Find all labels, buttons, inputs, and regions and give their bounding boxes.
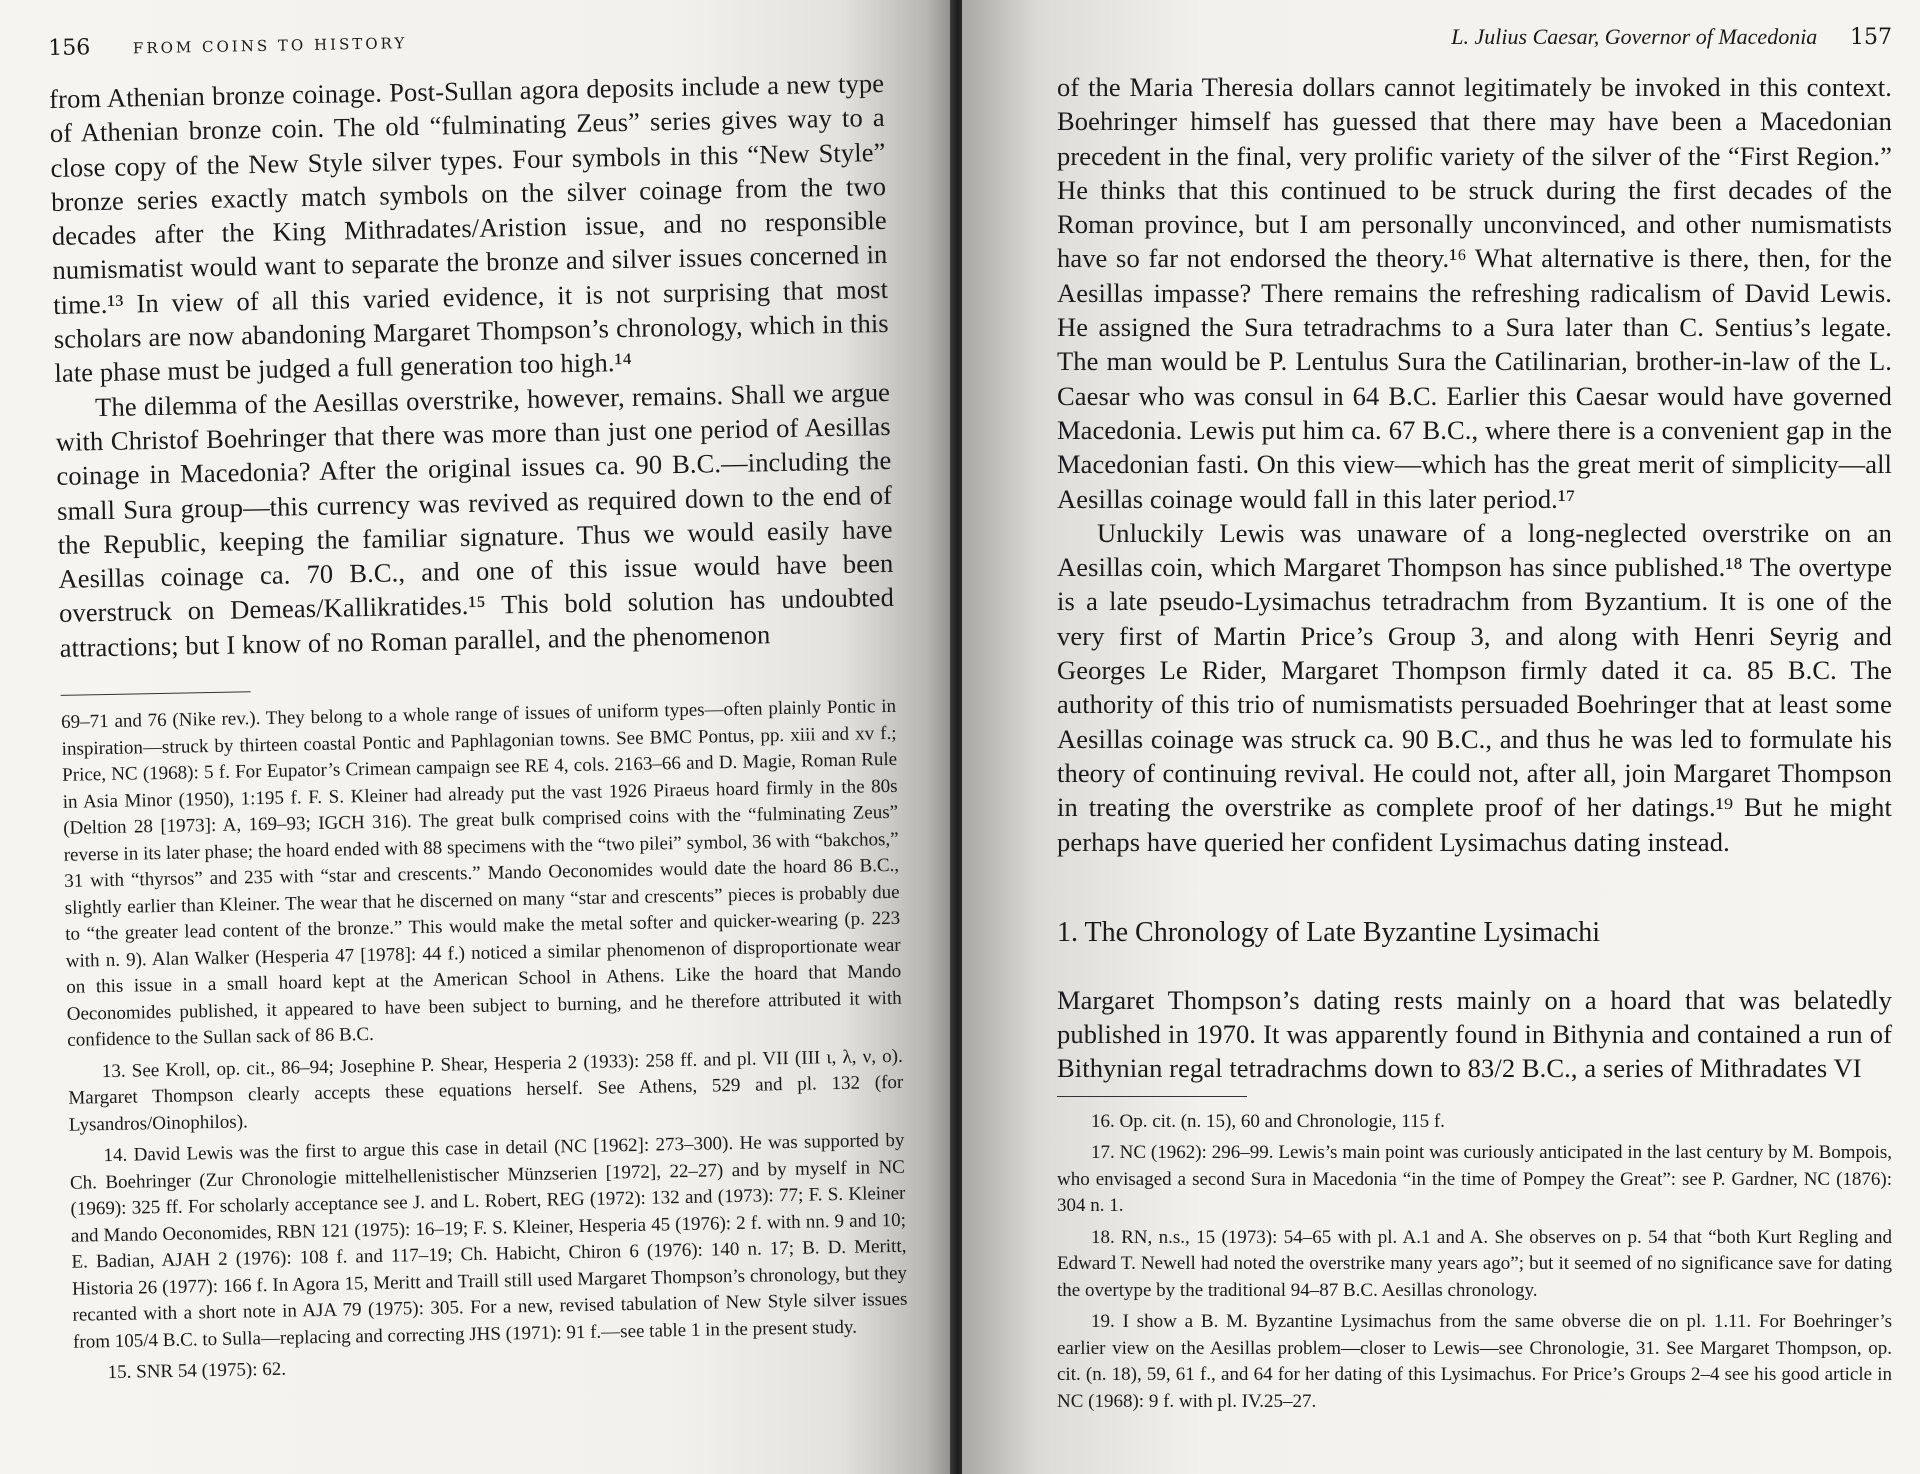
section-heading: 1. The Chronology of Late Byzantine Lysimachi (1057, 916, 1601, 948)
left-page (0, 0, 955, 1474)
left-footnote-rule (61, 691, 251, 696)
right-footnote-rule (1057, 1096, 1247, 1097)
left-page-number: 156 (48, 35, 91, 61)
left-running-head (48, 20, 883, 70)
footnote-19: 19. I show a B. M. Byzantine Lysimachus from the same obverse die on pl. 1.11. For Boehringer’s earlier view on the Aesillas problem—closer to Lewis—see Chronologie, 31. See Margaret Thompson, op. cit. (n. 18), 59, 61 f., and 64 for her dating of this Lysimachus. For Price’s Groups 2–4 see his good article in NC (1968): 9 f. with pl. IV.25–27. (1057, 1311, 1892, 1412)
footnote-13: 13. See Kroll, op. cit., 86–94; Josephine P. Shear, Hesperia 2 (1933): 258 ff. and pl. VII (III ι, λ, ν, ο). Margaret Thompson clearly accepts these equations herself. See Athens, 529 and pl. 132 (for Lysandros/Oinophilos). (68, 1045, 904, 1136)
footnote-15: 15. SNR 54 (1975): 62. (107, 1358, 287, 1384)
right-paragraph-2: Unluckily Lewis was unaware of a long-neglected overstrike on an Aesillas coin, which Margaret Thompson has since published.¹⁸ The overtype is a late pseudo-Lysimachus tetradrachm from Byzantium. It is one of the very first of Martin Price’s Group 3, and along with Henri Seyrig and Georges Le Rider, Margaret Thompson firmly dated it ca. 85 B.C. The authority of this trio of numismatists persuaded Boehringer that at least some Aesillas coinage was struck ca. 90 B.C., and thus he was led to formulate his theory of continuing revival. He could not, after all, join Margaret Thompson in treating the overstrike as complete proof of her datings.¹⁹ But he might perhaps have queried her confident Lysimachus dating instead. (1057, 517, 1892, 857)
right-running-head (1057, 24, 1892, 58)
left-footnotes (61, 694, 909, 1387)
footnote-17: 17. NC (1962): 296–99. Lewis’s main point was curiously anticipated in the last century by M. Bompois, who envisaged a second Sura in Macedonia “in the time of Pompey the Great”: see P. Gardner, NC (1876): 304 n. 1. (1057, 1142, 1892, 1217)
left-paragraph-1: from Athenian bronze coinage. Post-Sullan agora deposits include a new type of Athenian bronze coin. The old “fulminating Zeus” series gives way to a close copy of the New Style silver types. Four symbols in this “New Style” bronze series exactly match symbols on the silver coinage from the two decades after the King Mithradates/Aristion issue, and no responsible numismatist would want to separate the bronze and silver issues concerned in time.¹³ In view of all this varied evidence, it is not surprising that most scholars are now abandoning Margaret Thompson’s chronology, which in this late phase must be judged a full generation too high.¹⁴ (48, 67, 889, 389)
right-paragraph-1: of the Maria Theresia dollars cannot legitimately be invoked in this context. Boehringer himself has guessed that there may have been a Macedonian precedent in the final, very prolific variety of the silver of the “First Region.” He thinks that this continued to be struck during the first decades of the Roman province, but I am personally unconvinced, and other numismatists have so far not endorsed the theory.¹⁶ What alternative is there, then, for the Aesillas impasse? There remains the refreshing radicalism of David Lewis. He assigned the Sura tetradrachms to a Sura later than C. Sentius’s legate. The man would be P. Lentulus Sura the Catilinarian, brother-in-law of the L. Caesar who was consul in 64 B.C. Earlier this Caesar would have governed Macedonia. Lewis put him ca. 67 B.C., where there is a convenient gap in the Macedonian fasti. On this view—which has the great merit of simplicity—all Aesillas coinage would fall in this later period.¹⁷ (1057, 72, 1892, 514)
right-page (962, 0, 1920, 1474)
footnote-16: 16. Op. cit. (n. 15), 60 and Chronologie, 115 f. (1091, 1110, 1445, 1132)
footnote-14: 14. David Lewis was the first to argue this case in detail (NC [1962]: 273–300). He was supported by Ch. Boehringer (Zur Chronologie mittelhellenistischer Münzserien [1972], 22–27) and by myself in NC (1969): 325 ff. For scholarly acceptance see J. and L. Robert, REG (1972): 132 and (1973): 77; F. S. Kleiner and Mando Oeconomides, RBN 121 (1975): 16–19; F. S. Kleiner, Hesperia 45 (1976): 2 f. with nn. 9 and 10; E. Badian, AJAH 2 (1976): 108 f. and 117–19; Ch. Habicht, Chiron 6 (1976): 140 n. 17; B. D. Meritt, Historia 26 (1977): 166 f. In Agora 15, Meritt and Traill still used Margaret Thompson’s chronology, but they recanted with a short note in AJA 79 (1975): 305. For a new, revised tabulation of New Style silver issues from 105/4 B.C. to Sulla—replacing and correcting JHS (1971): 91 f.—see table 1 in the present study. (69, 1129, 908, 1353)
right-footnotes (1057, 1109, 1892, 1416)
section-paragraph: Margaret Thompson’s dating rests mainly on a hoard that was belatedly published in 1970. It was apparently found in Bithynia and contained a run of Bithynian regal tetradrachms down to 83/2 B.C., a series of Mithradates VI (1057, 984, 1892, 1084)
section-body-text (1057, 983, 1892, 1086)
footnote-18: 18. RN, n.s., 15 (1973): 54–65 with pl. A.1 and A. She observes on p. 54 that “both Kurt Regling and Edward T. Newell had noted the overstrike many years ago”; but it seemed of no significance save for dating the overtype by the traditional 94–87 B.C. Aesillas chronology. (1057, 1226, 1892, 1301)
left-page-content (48, 20, 909, 1387)
left-body-text (49, 66, 895, 665)
right-page-number: 157 (1850, 25, 1892, 50)
right-page-content (1057, 24, 1892, 1415)
right-body-text (1057, 70, 1892, 859)
left-running-title: FROM COINS TO HISTORY (132, 34, 408, 58)
footnote-continued: 69–71 and 76 (Nike rev.). They belong to a whole range of issues of uniform types—often plainly Pontic in inspiration—struck by thirteen coastal Pontic and Paphlagonian towns. See BMC Pontus, pp. xiii and xv f.; Price, NC (1968): 5 f. For Eupator’s Crimean campaign see RE 4, cols. 2163–66 and D. Magie, Roman Rule in Asia Minor (1950), 1:195 f. F. S. Kleiner had already put the vast 1926 Piraeus hoard firmly in the 80s (Deltion 28 [1973]: A, 169–93; IGCH 316). The great bulk comprised coins with the “fulminating Zeus” reverse in its later phase; the hoard ended with 88 specimens with the “two pilei” symbol, 36 with “bakchos,” 31 with “thyrsos” and 235 with “star and crescents.” Mando Oeconomides would date the hoard 86 B.C., slightly earlier than Kleiner. The wear that he discerned on many “star and crescents” pieces is probably due to “the greater lead content of the bronze.” This would make the metal softer and quicker-wearing (p. 223 with n. 9). Alan Walker (Hesperia 47 [1978]: 44 f.) noticed a similar phenomenon of disproportionate wear on this issue in a small hoard kept at the American School in Athens. Like the hoard that Mando Oeconomides published, it appeared to have been subject to burning, and he therefore attributed it with confidence to the Sullan sack of 86 B.C. (60, 695, 902, 1051)
left-paragraph-2: The dilemma of the Aesillas overstrike, however, remains. Shall we argue with Christof Boehringer that there was more than just one period of Aesillas coinage in Macedonia? After the original issues ca. 90 B.C.—including the small Sura group—this currency was revived as required down to the end of the Republic, keeping the familiar signature. Thus we would easily have Aesillas coinage ca. 70 B.C., and one of this issue would have been overstruck on Demeas/Kallikratides.¹⁵ This bold solution has undoubted attractions; but I know of no Roman parallel, and the phenomenon (55, 376, 895, 663)
right-running-title: L. Julius Caesar, Governor of Macedonia (1451, 24, 1818, 49)
